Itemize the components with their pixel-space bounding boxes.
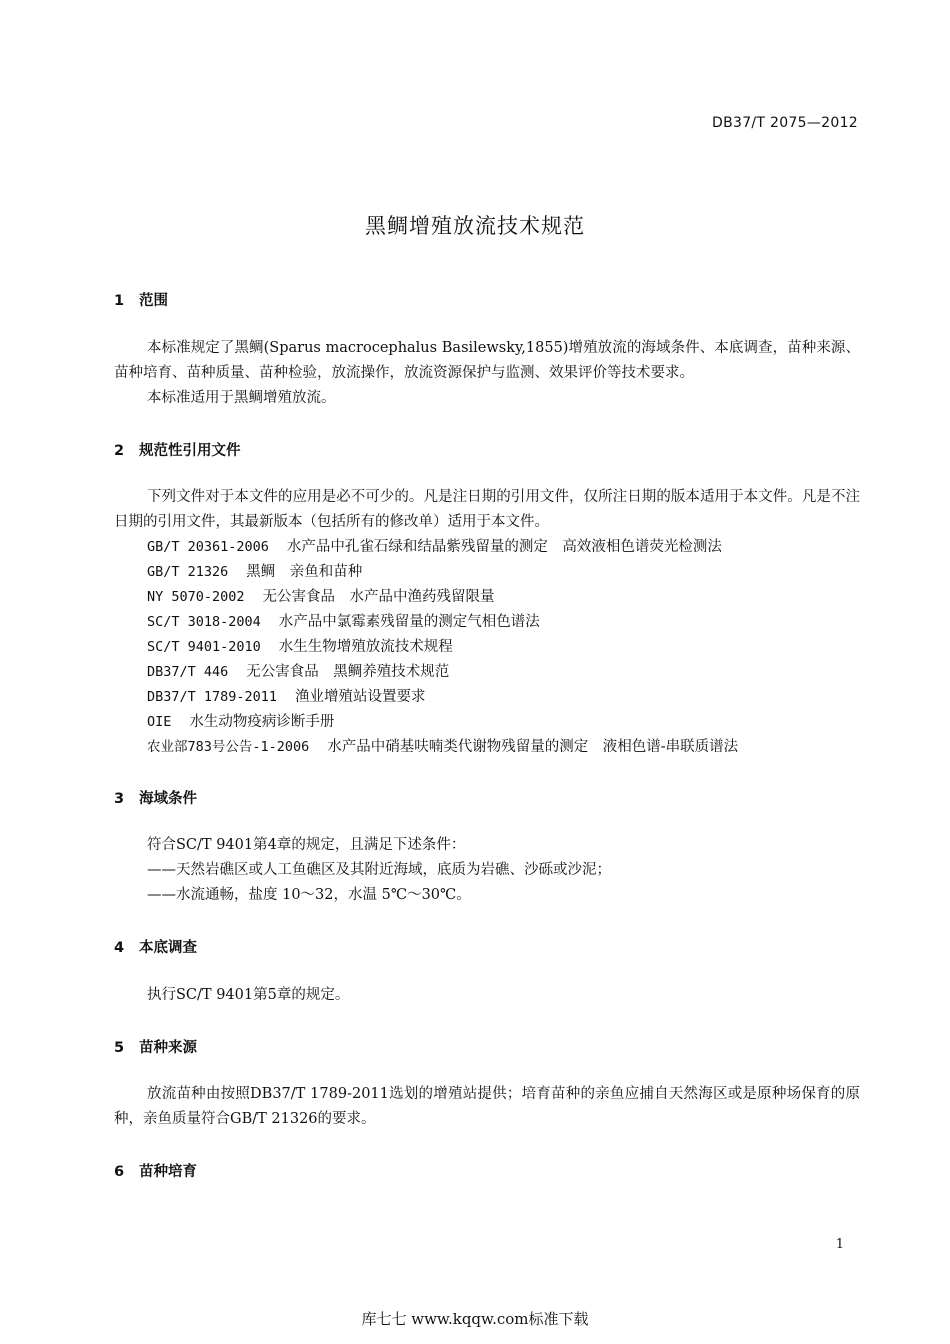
reference-item — [147, 635, 453, 660]
reference-item — [147, 560, 362, 585]
reference-item — [147, 585, 495, 610]
document-code: DB37/T 2075—2012 — [712, 115, 858, 131]
reference-name: 水产品中孔雀石绿和结晶紫残留量的测定 高效液相色谱荧光检测法 — [286, 539, 722, 555]
section-heading-3 — [114, 787, 197, 808]
reference-code: GB/T 21326 — [147, 564, 229, 580]
section-title: 苗种培育 — [139, 1164, 197, 1180]
reference-code: DB37/T 446 — [147, 664, 229, 680]
reference-name: 水生生物增殖放流技术规程 — [278, 639, 453, 655]
section-number: 2 — [114, 443, 125, 459]
reference-name: 渔业增殖站设置要求 — [295, 689, 426, 705]
reference-item — [147, 735, 738, 760]
reference-item — [147, 710, 334, 735]
section-title: 范围 — [139, 293, 168, 309]
document-title: 黑鲷增殖放流技术规范 — [365, 214, 585, 238]
reference-code: GB/T 20361-2006 — [147, 539, 269, 555]
reference-code: SC/T 9401-2010 — [147, 639, 261, 655]
reference-item — [147, 610, 540, 635]
reference-name: 无公害食品 水产品中渔药残留限量 — [262, 589, 495, 605]
section-heading-5 — [114, 1036, 197, 1057]
page-number: 1 — [835, 1237, 844, 1252]
reference-name: 黑鲷 亲鱼和苗种 — [246, 564, 363, 580]
section-number: 4 — [114, 940, 125, 956]
section-number: 3 — [114, 791, 125, 807]
paragraph: 下列文件对于本文件的应用是必不可少的。凡是注日期的引用文件，仅所注日期的版本适用于本文件。凡是不注日期的引用文件，其最新版本（包括所有的修改单）适用于本文件。 — [114, 489, 860, 530]
section-title: 苗种来源 — [139, 1040, 197, 1056]
reference-code: NY 5070-2002 — [147, 589, 245, 605]
reference-item — [147, 660, 449, 685]
section-number: 1 — [114, 293, 125, 309]
section-title: 规范性引用文件 — [139, 443, 241, 459]
list-item: ——水流通畅，盐度 10～32，水温 5℃～30℃。 — [147, 887, 471, 903]
section-number: 5 — [114, 1040, 125, 1056]
reference-name: 水产品中硝基呋喃类代谢物残留量的测定 液相色谱-串联质谱法 — [327, 739, 739, 755]
section-title: 本底调查 — [139, 940, 197, 956]
section-title: 海域条件 — [139, 791, 197, 807]
section-heading-4 — [114, 936, 197, 957]
reference-code: 农业部783号公告-1-2006 — [147, 739, 310, 755]
reference-item — [147, 535, 722, 560]
reference-code: OIE — [147, 714, 172, 730]
reference-name: 无公害食品 黑鲷养殖技术规范 — [246, 664, 450, 680]
paragraph: 本标准适用于黑鲷增殖放流。 — [147, 390, 336, 406]
section-heading-2 — [114, 439, 241, 460]
section-heading-6 — [114, 1160, 197, 1181]
section-number: 6 — [114, 1164, 125, 1180]
paragraph: 放流苗种由按照DB37/T 1789-2011选划的增殖站提供；培育苗种的亲鱼应捕自天然海区或是原种场保育的原种，亲鱼质量符合GB/T 21326的要求。 — [114, 1086, 860, 1127]
paragraph: 符合SC/T 9401第4章的规定，且满足下述条件： — [147, 837, 466, 853]
reference-code: SC/T 3018-2004 — [147, 614, 261, 630]
reference-name: 水产品中氯霉素残留量的测定气相色谱法 — [278, 614, 540, 630]
footer-watermark: 库七七 www.kqqw.com标准下载 — [361, 1310, 589, 1328]
reference-name: 水生动物疫病诊断手册 — [189, 714, 335, 730]
paragraph: 本标准规定了黑鲷(Sparus macrocephalus Basilewsky,1855)增殖放流的海域条件、本底调查，苗种来源、苗种培育、苗种质量、苗种检验，放流操作，放流资源保护与监测、效果评价等技术要求。 — [114, 340, 860, 381]
list-item: ——天然岩礁区或人工鱼礁区及其附近海域，底质为岩礁、沙砾或沙泥； — [147, 862, 611, 878]
reference-item — [147, 685, 426, 710]
reference-code: DB37/T 1789-2011 — [147, 689, 278, 705]
paragraph: 执行SC/T 9401第5章的规定。 — [147, 987, 350, 1003]
section-heading-1 — [114, 289, 168, 310]
